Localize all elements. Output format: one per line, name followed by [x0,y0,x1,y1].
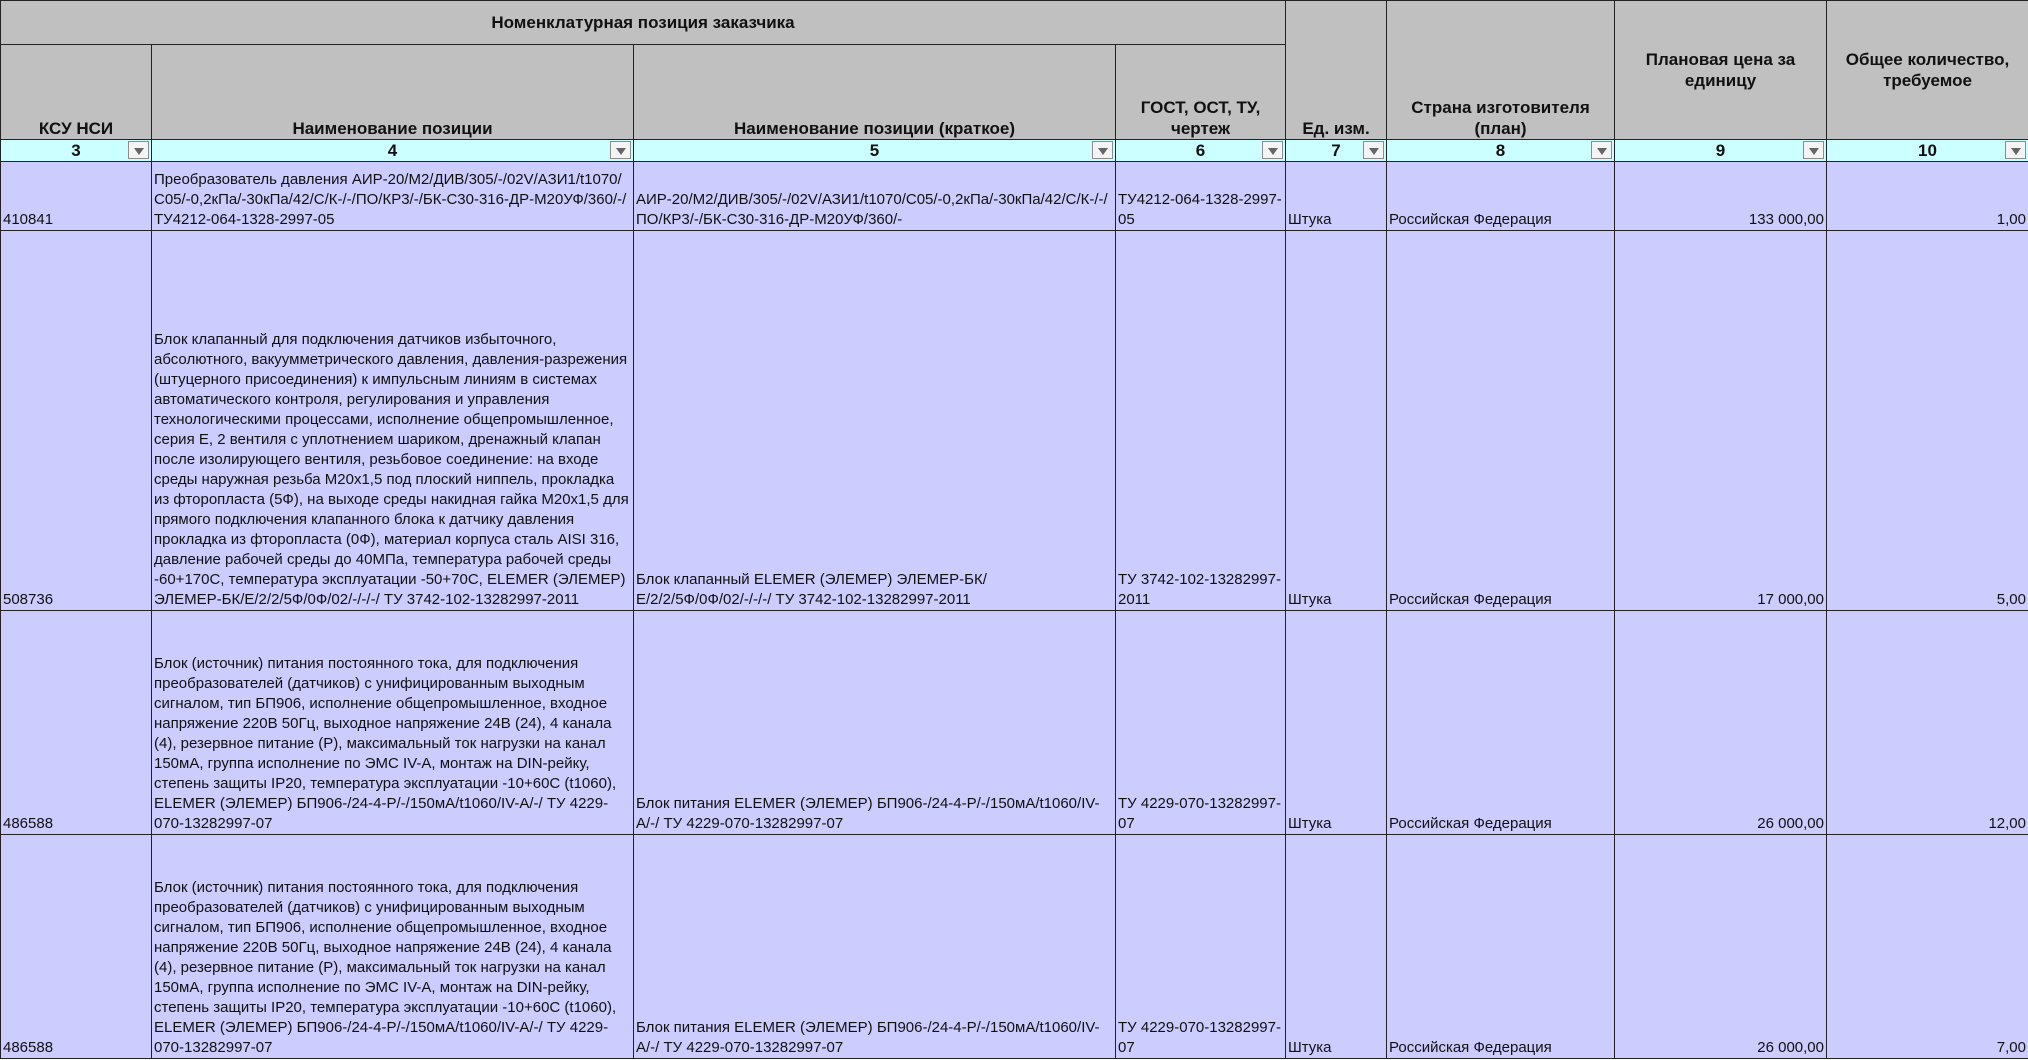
column-number: 5 [869,140,880,160]
header-ksu-nsi: КСУ НСИ [1,45,152,140]
filter-dropdown-icon[interactable] [2005,141,2026,159]
cell-total-quantity[interactable]: 1,00 [1827,162,2028,231]
column-number-cell [1,140,152,162]
column-number-cell [1387,140,1615,162]
cell-unit[interactable]: Штука [1286,835,1387,1059]
cell-planned-price[interactable]: 26 000,00 [1615,835,1827,1059]
column-number-cell [634,140,1116,162]
cell-item-name[interactable]: Блок (источник) питания постоянного тока, для подключения преобразователей (датчиков) с унифицированным выходным сигналом, тип БП906, исполнение общепромышленное, входное напряжение 220В 50Гц, выходное напряжение 24В (24), 4 канала (4), резервное питание (Р), максимальный ток нагрузки на канал 150мА, группа исполнение по ЭМС IV-A, монтаж на DIN-рейку, степень защиты IP20, температура эксплуатации -10+60С (t1060), ELEMER (ЭЛЕМЕР) БП906-/24-4-Р/-/150мА/t1060/IV-A/-/ ТУ 4229-070-13282997-07 [152,835,634,1059]
header-gost: ГОСТ, ОСТ, ТУ, чертеж [1116,45,1286,140]
cell-item-name[interactable]: Блок клапанный для подключения датчиков избыточного, абсолютного, вакуумметрического давления, давления-разрежения (штуцерного присоединения) к импульсным линиям в системах автоматического контроля, регулирования и управления технологическими процессами, исполнение общепромышленное, серия Е, 2 вентиля с уплотнением шариком, дренажный клапан после изолирующего вентиля, резьбовое соединение: на входе среды наружная резьба М20х1,5 под плоский ниппель, прокладка из фторопласта (5Ф), на выходе среды накидная гайка М20х1,5 для прямого подключения клапанного блока к датчику давления прокладка из фторопласта (0Ф), материал корпуса сталь AISI 316, давление рабочей среды до 40МПа, температура рабочей среды -60+170С, температура эксплуатации -50+70С, ELEMER (ЭЛЕМЕР) ЭЛЕМЕР-БК/Е/2/2/5Ф/0Ф/02/-/-/-/ ТУ 3742-102-13282997-2011 [152,231,634,611]
header-group-customer-item: Номенклатурная позиция заказчика [1,1,1286,45]
column-number: 3 [71,140,81,160]
cell-planned-price[interactable]: 26 000,00 [1615,611,1827,835]
cell-item-name[interactable]: Блок (источник) питания постоянного тока, для подключения преобразователей (датчиков) с унифицированным выходным сигналом, тип БП906, исполнение общепромышленное, входное напряжение 220В 50Гц, выходное напряжение 24В (24), 4 канала (4), резервное питание (Р), максимальный ток нагрузки на канал 150мА, группа исполнение по ЭМС IV-A, монтаж на DIN-рейку, степень защиты IP20, температура эксплуатации -10+60С (t1060), ELEMER (ЭЛЕМЕР) БП906-/24-4-Р/-/150мА/t1060/IV-A/-/ ТУ 4229-070-13282997-07 [152,611,634,835]
cell-item-name[interactable]: Преобразователь давления АИР-20/М2/ДИВ/305/-/02V/АЗИ1/t1070/С05/-0,2кПа/-30кПа/42/С/К-/-/ПО/КР3/-/БК-С30-316-ДР-М20УФ/360/-/ ТУ4212-064-1328-2997-05 [152,162,634,231]
cell-total-quantity[interactable]: 5,00 [1827,231,2028,611]
header-item-name-short: Наименование позиции (краткое) [634,45,1116,140]
filter-dropdown-icon[interactable] [1363,141,1384,159]
cell-planned-price[interactable]: 17 000,00 [1615,231,1827,611]
cell-gost[interactable]: ТУ 3742-102-13282997-2011 [1116,231,1286,611]
column-number: 9 [1715,140,1726,160]
cell-item-name-short[interactable]: Блок питания ELEMER (ЭЛЕМЕР) БП906-/24-4-Р/-/150мА/t1060/IV-A/-/ ТУ 4229-070-13282997-07 [634,611,1116,835]
cell-country[interactable]: Российская Федерация [1387,611,1615,835]
cell-item-name-short[interactable]: АИР-20/М2/ДИВ/305/-/02V/АЗИ1/t1070/С05/-0,2кПа/-30кПа/42/С/К-/-/ПО/КР3/-/БК-С30-316-ДР-М20УФ/360/- [634,162,1116,231]
filter-dropdown-icon[interactable] [610,141,631,159]
column-number-cell [152,140,634,162]
column-number: 4 [387,140,398,160]
table-row [1,611,2028,835]
column-number: 7 [1331,140,1341,160]
cell-gost[interactable]: ТУ4212-064-1328-2997-05 [1116,162,1286,231]
cell-ksu-nsi[interactable]: 486588 [1,835,152,1059]
filter-dropdown-icon[interactable] [128,141,149,159]
column-number-cell [1615,140,1827,162]
filter-dropdown-icon[interactable] [1803,141,1824,159]
cell-unit[interactable]: Штука [1286,162,1387,231]
column-number-cell [1116,140,1286,162]
column-number: 10 [1918,140,1937,160]
cell-item-name-short[interactable]: Блок питания ELEMER (ЭЛЕМЕР) БП906-/24-4-Р/-/150мА/t1060/IV-A/-/ ТУ 4229-070-13282997-07 [634,835,1116,1059]
table-row [1,231,2028,611]
filter-dropdown-icon[interactable] [1092,141,1113,159]
cell-unit[interactable]: Штука [1286,611,1387,835]
column-number: 6 [1195,140,1206,160]
cell-total-quantity[interactable]: 12,00 [1827,611,2028,835]
cell-ksu-nsi[interactable]: 486588 [1,611,152,835]
cell-gost[interactable]: ТУ 4229-070-13282997-07 [1116,611,1286,835]
table-row [1,162,2028,231]
column-number-cell [1286,140,1387,162]
cell-gost[interactable]: ТУ 4229-070-13282997-07 [1116,835,1286,1059]
cell-item-name-short[interactable]: Блок клапанный ELEMER (ЭЛЕМЕР) ЭЛЕМЕР-БК/Е/2/2/5Ф/0Ф/02/-/-/-/ ТУ 3742-102-13282997-2011 [634,231,1116,611]
header-item-name: Наименование позиции [152,45,634,140]
cell-country[interactable]: Российская Федерация [1387,835,1615,1059]
cell-ksu-nsi[interactable]: 508736 [1,231,152,611]
column-number: 8 [1495,140,1506,160]
filter-dropdown-icon[interactable] [1262,141,1283,159]
header-planned-price: Плановая цена за единицу [1615,1,1827,140]
cell-total-quantity[interactable]: 7,00 [1827,835,2028,1059]
cell-ksu-nsi[interactable]: 410841 [1,162,152,231]
cell-planned-price[interactable]: 133 000,00 [1615,162,1827,231]
table-row [1,835,2028,1059]
column-number-cell [1827,140,2028,162]
header-unit: Ед. изм. [1286,1,1387,140]
header-country: Страна изготовителя (план) [1387,1,1615,140]
cell-country[interactable]: Российская Федерация [1387,162,1615,231]
cell-unit[interactable]: Штука [1286,231,1387,611]
filter-dropdown-icon[interactable] [1591,141,1612,159]
cell-country[interactable]: Российская Федерация [1387,231,1615,611]
header-total-quantity: Общее количество, требуемое [1827,1,2028,140]
